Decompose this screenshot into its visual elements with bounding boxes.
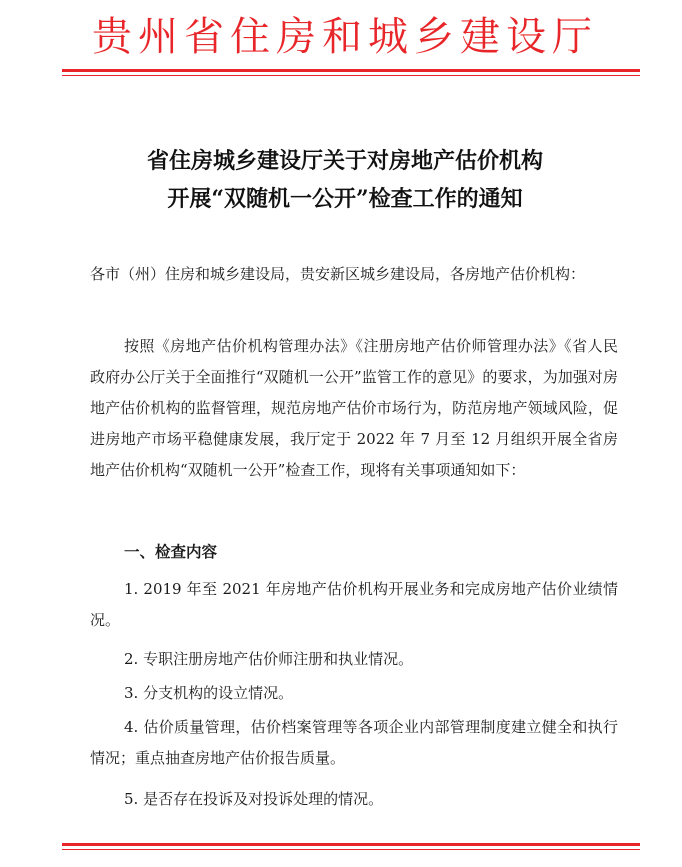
footer-rule-thick (62, 843, 640, 846)
list-item: 3. 分支机构的设立情况。 (124, 684, 294, 702)
salutation: 各市（州）住房和城乡建设局，贵安新区城乡建设局，各房地产估价机构： (90, 265, 586, 283)
list-item: 4. 估价质量管理，估价档案管理等各项企业内部管理制度建立健全和执行情况；重点抽查房地产估价报告质量。 (90, 718, 618, 767)
document-header (0, 0, 682, 80)
list-item: 1. 2019 年至 2021 年房地产估价机构开展业务和完成房地产估价业绩情况。 (90, 580, 618, 629)
agency-name: 贵州省住房和城乡建设厅 (92, 14, 598, 60)
list-item: 5. 是否存在投诉及对投诉处理的情况。 (124, 790, 384, 808)
section-heading-inspection-content: 一、检查内容 (124, 543, 218, 561)
list-item: 2. 专职注册房地产估价师注册和执业情况。 (124, 650, 414, 668)
footer-rule-thin (62, 849, 640, 850)
header-rule-thick (62, 69, 640, 72)
header-rule-thin (62, 75, 640, 76)
document-title-line-1: 省住房城乡建设厅关于对房地产估价机构 (146, 148, 543, 174)
document-title-line-2: 开展“双随机一公开”检查工作的通知 (167, 186, 523, 212)
intro-paragraph: 按照《房地产估价机构管理办法》《注册房地产估价师管理办法》《省人民政府办公厅关于全面推行“双随机一公开”监管工作的意见》的要求，为加强对房地产估价机构的监督管理，规范房地产估价市场行为，防范房地产领域风险，促进房地产市场平稳健康发展，我厅定于 2022 年 7 月至 12 月组织开展全省房地产估价机构“双随机一公开”检查工作，现将有关事项通知如下： (90, 337, 618, 479)
